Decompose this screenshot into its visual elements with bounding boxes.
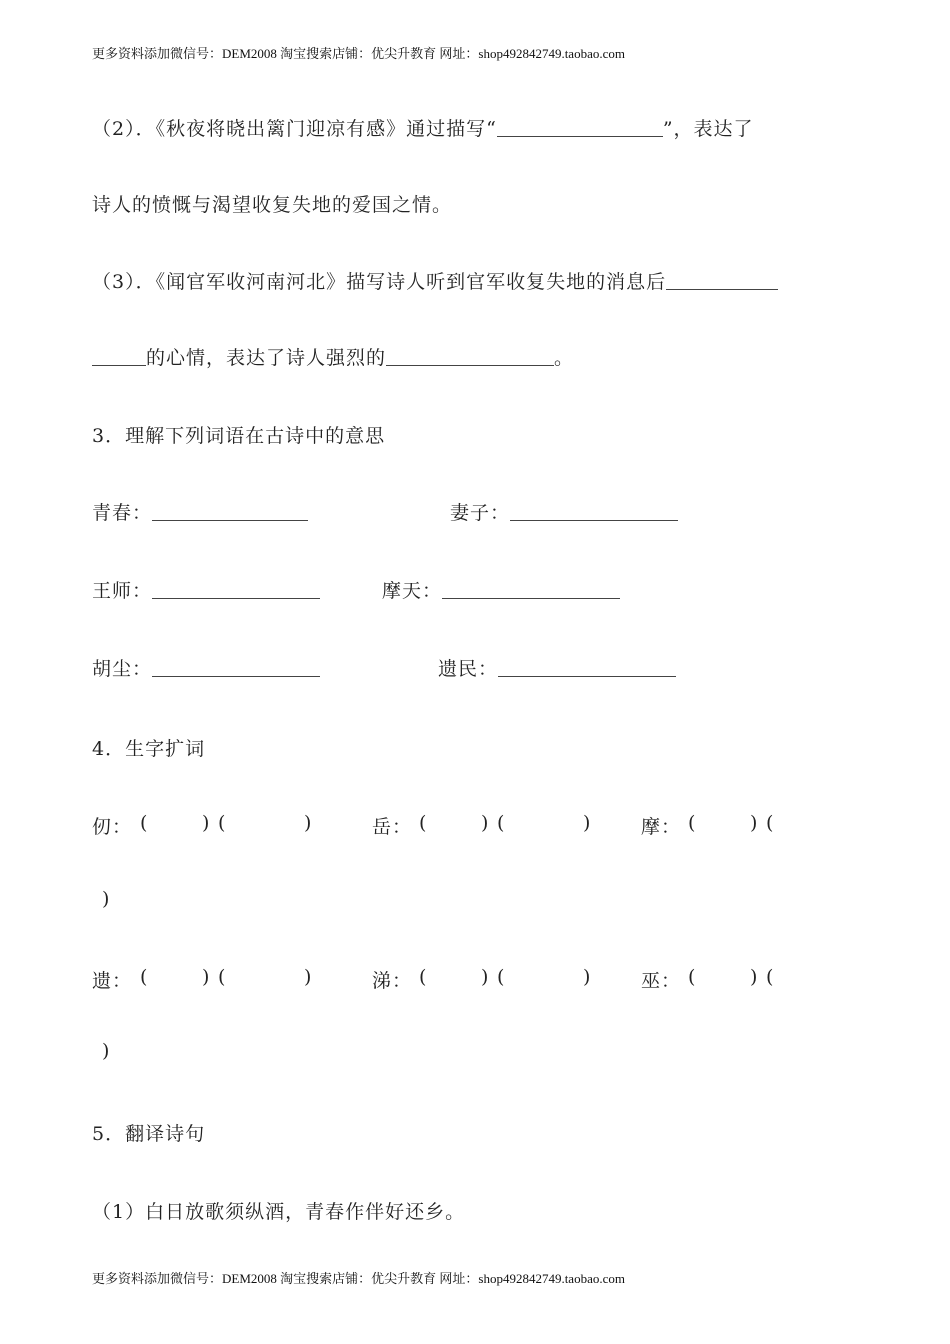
q4-paren-close: ) — [304, 812, 313, 834]
q3-word-blank[interactable] — [152, 580, 320, 599]
q3-word-label: 王师： — [92, 580, 153, 602]
q3-word-label: 遗民： — [438, 658, 499, 680]
q4-paren-open: ( — [766, 812, 775, 834]
q2-item2-blank[interactable] — [497, 118, 663, 137]
q5-title: 5．翻译诗句 — [92, 1123, 206, 1145]
q3-word-label: 胡尘： — [92, 658, 153, 680]
q4-paren-close-wrap: ) — [102, 888, 111, 910]
q3-word-huchen — [92, 654, 320, 681]
q4-paren-close: ) — [750, 812, 759, 834]
q4-paren-close: ) — [583, 812, 592, 834]
q3-word-qizi — [450, 498, 678, 525]
q2-item3-text-c: 。 — [554, 347, 575, 369]
q4-paren-close-wrap: ) — [102, 1040, 111, 1062]
q3-word-blank[interactable] — [510, 502, 678, 521]
q2-item3-line2 — [92, 343, 574, 370]
q4-paren-close: ) — [750, 966, 759, 988]
q3-word-blank[interactable] — [498, 658, 676, 677]
q5-item1: （1）白日放歌须纵酒，青春作伴好还乡。 — [92, 1201, 466, 1223]
q3-word-label: 摩天： — [382, 580, 443, 602]
q4-paren-open: ( — [766, 966, 775, 988]
q4-paren-close: ) — [583, 966, 592, 988]
q3-word-label: 妻子： — [450, 502, 511, 524]
q4-title: 4．生字扩词 — [92, 738, 206, 760]
q4-paren-open: ( — [140, 966, 149, 988]
q4-paren-close: ) — [202, 812, 211, 834]
q4-paren-close: ) — [481, 966, 490, 988]
q2-item2-text-a: （2）．《秋夜将晓出篱门迎凉有感》通过描写“ — [92, 118, 497, 140]
q4-paren-open: ( — [497, 966, 506, 988]
q4-paren-open: ( — [688, 812, 697, 834]
q4-char-yi: 遗： — [92, 970, 133, 992]
q3-word-blank[interactable] — [152, 502, 308, 521]
q4-char-wu: 巫： — [641, 970, 682, 992]
q4-char-ti: 涕： — [372, 970, 413, 992]
q4-char-ren: 仞： — [92, 816, 133, 838]
q2-item2-line1 — [92, 114, 754, 141]
q4-char-mo: 摩： — [641, 816, 682, 838]
q3-word-blank[interactable] — [152, 658, 320, 677]
q4-paren-close: ) — [304, 966, 313, 988]
q3-word-yimin — [438, 654, 676, 681]
q4-paren-open: ( — [497, 812, 506, 834]
q3-title: 3．理解下列词语在古诗中的意思 — [92, 425, 386, 447]
q2-item3-text-a: （3）．《闻官军收河南河北》描写诗人听到官军收复失地的消息后 — [92, 271, 667, 293]
page-footer: 更多资料添加微信号：DEM2008 淘宝搜索店铺：优尖升教育 网址：shop492842749.taobao.com — [92, 1271, 625, 1286]
q3-word-motian — [382, 576, 620, 603]
q2-item3-text-b: 的心情，表达了诗人强烈的 — [146, 347, 387, 369]
q3-word-qingchun — [92, 498, 308, 525]
q3-word-wangshi — [92, 576, 320, 603]
q2-item2-text-b: ”，表达了 — [662, 118, 754, 140]
q3-word-blank[interactable] — [442, 580, 620, 599]
q2-item3-blank-1[interactable] — [666, 271, 778, 290]
q2-item2-line2: 诗人的愤慨与渴望收复失地的爱国之情。 — [92, 194, 453, 216]
q3-word-label: 青春： — [92, 502, 153, 524]
q4-paren-open: ( — [140, 812, 149, 834]
q2-item3-blank-1-cont[interactable] — [92, 347, 146, 366]
q2-item3-line1 — [92, 267, 778, 294]
q4-paren-close: ) — [202, 966, 211, 988]
q4-paren-open: ( — [218, 966, 227, 988]
q4-paren-open: ( — [419, 812, 428, 834]
q4-paren-open: ( — [419, 966, 428, 988]
q4-paren-open: ( — [688, 966, 697, 988]
q4-paren-open: ( — [218, 812, 227, 834]
q2-item3-blank-2[interactable] — [386, 347, 554, 366]
q4-paren-close: ) — [481, 812, 490, 834]
q4-char-yue: 岳： — [372, 816, 413, 838]
page-header: 更多资料添加微信号：DEM2008 淘宝搜索店铺：优尖升教育 网址：shop492842749.taobao.com — [92, 46, 625, 61]
